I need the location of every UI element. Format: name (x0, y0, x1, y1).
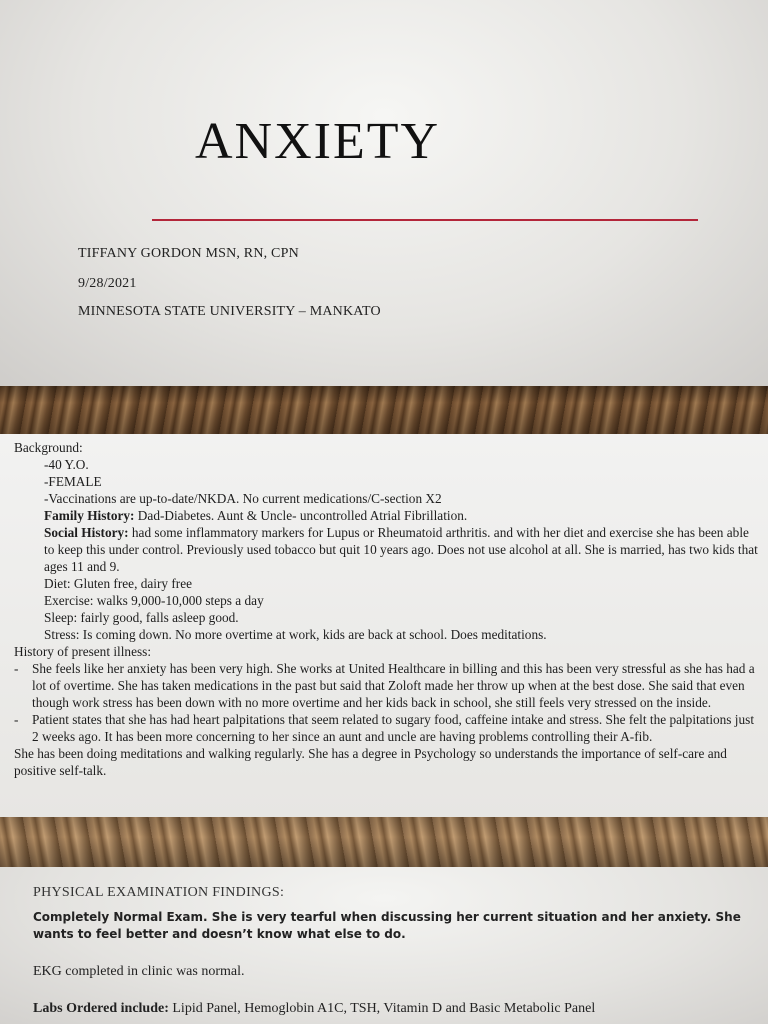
wood-floor-divider (0, 817, 768, 867)
hpi-item-text: She feels like her anxiety has been very high. She works at United Healthcare in billing and this has been very stressful as she has had a lot of overtime. She has taken medications in the past but said that Zoloft made her throw up when at the best dose. She said that even though work stress has been down with no more overtime and her kids back in school, she still feels very stressed on the inside. (32, 661, 755, 710)
family-history-text: Dad-Diabetes. Aunt & Uncle- uncontrolled Atrial Fibrillation. (134, 508, 468, 523)
ekg-result: EKG completed in clinic was normal. (33, 964, 245, 979)
hpi-heading: History of present illness: (14, 644, 152, 659)
institution-name: MINNESOTA STATE UNIVERSITY – MANKATO (78, 304, 381, 319)
social-history-text: had some inflammatory markers for Lupus or Rheumatoid arthritis. and with her diet and exercise she has been able to keep this under control. Previously used tobacco but quit 10 years ago. Does not use alcohol at all. She is married, has two kids that ages 11 and 9. (44, 525, 758, 574)
stress-line: Stress: Is coming down. No more overtime at work, kids are back at school. Does meditations. (44, 627, 547, 642)
hpi-list-item (14, 711, 760, 745)
social-history (14, 524, 760, 575)
closing-paragraph: She has been doing meditations and walking regularly. She has a degree in Psychology so understands the importance of self-care and positive self-talk. (14, 746, 727, 778)
patient-age: -40 Y.O. (44, 457, 89, 472)
wood-floor-divider (0, 386, 768, 434)
dash-bullet: - (14, 661, 19, 676)
background-heading: Background: (14, 440, 83, 455)
diet-line: Diet: Gluten free, dairy free (44, 576, 193, 591)
family-history-label: Family History: (44, 508, 135, 523)
presentation-date: 9/28/2021 (78, 276, 137, 291)
presenter-name: TIFFANY GORDON MSN, RN, CPN (78, 246, 299, 261)
history-slide (0, 434, 768, 817)
exam-heading: PHYSICAL EXAMINATION FINDINGS: (33, 885, 285, 900)
exam-findings: Completely Normal Exam. She is very tearful when discussing her current situation and her anxiety. She wants to feel better and doesn’t know what else to do. (33, 910, 741, 941)
slide-title: ANXIETY (195, 113, 441, 170)
sleep-line: Sleep: fairly good, falls asleep good. (44, 610, 239, 625)
exam-slide (0, 867, 768, 1024)
hpi-item-text: Patient states that she has had heart palpitations that seem related to sugary food, caffeine intake and stress. She felt the palpitations just 2 weeks ago. It has been more concerning to her since an aunt and uncle are having problems controlling their A-fib. (32, 712, 755, 744)
title-slide (0, 0, 768, 386)
family-history (14, 507, 760, 524)
title-underline (152, 219, 698, 221)
labs-label: Labs Ordered include: (33, 1001, 169, 1016)
hpi-list-item (14, 660, 760, 711)
patient-sex: -FEMALE (44, 474, 102, 489)
labs-text: Lipid Panel, Hemoglobin A1C, TSH, Vitamin D and Basic Metabolic Panel (168, 1001, 596, 1016)
vaccination-status: -Vaccinations are up-to-date/NKDA. No current medications/C-section X2 (44, 491, 442, 506)
dash-bullet: - (14, 712, 19, 727)
social-history-label: Social History: (44, 525, 129, 540)
exercise-line: Exercise: walks 9,000-10,000 steps a day (44, 593, 264, 608)
labs-ordered (33, 1001, 595, 1017)
